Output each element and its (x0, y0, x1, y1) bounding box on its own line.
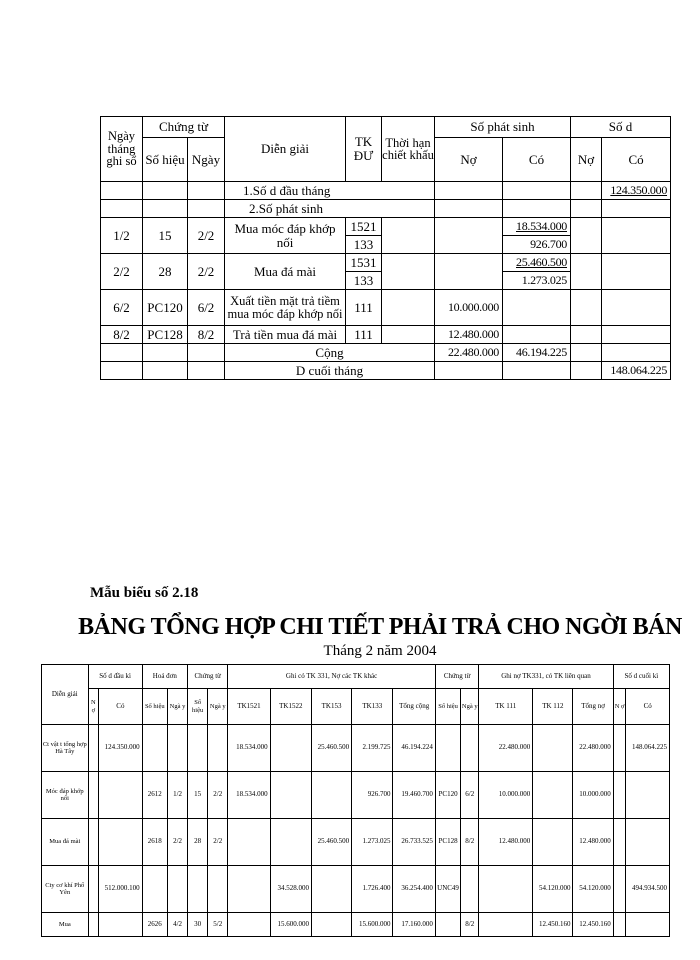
row-close-no (613, 725, 626, 772)
row2-account-2: 133 (346, 272, 382, 290)
row2-credit-1: 25.460.500 (503, 254, 571, 272)
row-v2-date: 8/2 (461, 913, 479, 937)
table-row (42, 866, 670, 913)
table-row (42, 913, 670, 937)
sum-header-co2: Có (626, 689, 670, 725)
total-label: Cộng (225, 344, 435, 362)
row-v-no: 30 (188, 913, 208, 937)
sum-header-desc: Diễn giải (42, 665, 89, 725)
row-total-credit: 46.194.224 (393, 725, 435, 772)
summary-body (42, 725, 670, 937)
row-inv-no: 2626 (142, 913, 167, 937)
page-subtitle: Tháng 2 năm 2004 (323, 643, 437, 659)
row-tk112 (533, 772, 573, 819)
row-open-co (99, 772, 142, 819)
row4-account: 111 (346, 326, 382, 344)
row-tk112: 12.450.160 (533, 913, 573, 937)
header-balance: Số d (571, 117, 671, 138)
row-total-credit: 26.733.525 (393, 819, 435, 866)
row-open-co: 512.000.100 (99, 866, 142, 913)
row-close-no (613, 866, 626, 913)
sum-header-so-hieu: Số hiệu (142, 689, 167, 725)
row-v-date: 5/2 (208, 913, 228, 937)
row-tk1522 (270, 725, 311, 772)
row2-voucher-date: 2/2 (188, 254, 225, 290)
table-row (42, 819, 670, 866)
row3-voucher-no: PC120 (143, 290, 188, 326)
form-label: Mẫu biểu số 2.18 (90, 585, 199, 601)
row-close-co (626, 913, 670, 937)
row-v-date: 2/2 (208, 772, 228, 819)
header-voucher: Chứng từ (143, 117, 225, 138)
header-description: Diễn giải (225, 117, 346, 182)
closing-balance-label: D cuối tháng (225, 362, 435, 380)
row3-date: 6/2 (101, 290, 143, 326)
row4-voucher-date: 8/2 (188, 326, 225, 344)
table-row (42, 772, 670, 819)
row1-voucher-no: 15 (143, 218, 188, 254)
row-total-credit: 36.254.400 (393, 866, 435, 913)
row1-credit-1: 18.534.000 (503, 218, 571, 236)
row-v-no: 15 (188, 772, 208, 819)
row-inv-date: 2/2 (167, 819, 187, 866)
row-close-no (613, 913, 626, 937)
row1-account-1: 1521 (346, 218, 382, 236)
header-voucher-no: Số hiệu (143, 138, 188, 182)
row-tk1522 (270, 772, 311, 819)
row-total-debit: 12.450.160 (573, 913, 613, 937)
sum-header-n2: N ợ (613, 689, 626, 725)
row3-voucher-date: 6/2 (188, 290, 225, 326)
closing-balance-value: 148.064.225 (602, 362, 671, 380)
sum-header-so-hieu2: Số hiệu (435, 689, 460, 725)
row2-account-1: 1531 (346, 254, 382, 272)
table-row (42, 725, 670, 772)
row-desc: Ct vật t tổng hợp Hà Tây (42, 725, 89, 772)
row-tk112 (533, 725, 573, 772)
row-tk111: 10.000.000 (479, 772, 533, 819)
row-close-co (626, 819, 670, 866)
row3-description: Xuất tiền mặt trả tiềm mua móc đáp khớp nối (225, 290, 346, 326)
sum-header-tk1521: TK1521 (228, 689, 270, 725)
header-debit: Nợ (435, 138, 503, 182)
row-tk112 (533, 819, 573, 866)
row-v2-no: PC120 (435, 772, 460, 819)
row-inv-date (167, 866, 187, 913)
sum-header-so-hieu-v: Số hiệu (188, 689, 208, 725)
header-arising: Số phát sinh (435, 117, 571, 138)
sum-header-tk111: TK 111 (479, 689, 533, 725)
sum-header-total-debit: Tổng nợ (573, 689, 613, 725)
row2-date: 2/2 (101, 254, 143, 290)
sum-header-ngay-v: Ngà y (208, 689, 228, 725)
row-open-no (88, 725, 99, 772)
row-v2-date: 8/2 (461, 819, 479, 866)
row-tk153: 25.460.500 (311, 725, 351, 772)
row-total-debit: 10.000.000 (573, 772, 613, 819)
row-v-date (208, 725, 228, 772)
sum-header-opening: Số d đầu kì (88, 665, 142, 689)
row-inv-no (142, 866, 167, 913)
row1-date: 1/2 (101, 218, 143, 254)
row-tk111: 22.480.000 (479, 725, 533, 772)
row-inv-date: 4/2 (167, 913, 187, 937)
sum-header-voucher: Chứng từ (188, 665, 228, 689)
opening-balance-value: 124.350.000 (602, 182, 671, 200)
sum-header-debit-group: Ghi nợ TK331, có TK liên quan (479, 665, 613, 689)
row1-account-2: 133 (346, 236, 382, 254)
header-discount: Thời hạn chiết khấu (382, 117, 435, 182)
header-credit: Có (503, 138, 571, 182)
row-tk111 (479, 866, 533, 913)
row-tk133: 15.600.000 (352, 913, 393, 937)
row2-description: Mua đá mài (225, 254, 346, 290)
row-open-no (88, 866, 99, 913)
row1-credit-2: 926.700 (503, 236, 571, 254)
row-close-co: 494.934.500 (626, 866, 670, 913)
row3-debit: 10.000.000 (435, 290, 503, 326)
row-tk111: 12.480.000 (479, 819, 533, 866)
row-close-no (613, 819, 626, 866)
row-v2-date: 6/2 (461, 772, 479, 819)
row2-credit-2: 1.273.025 (503, 272, 571, 290)
row-v2-no: PC128 (435, 819, 460, 866)
opening-balance-label: 1.Số d đầu tháng (225, 182, 435, 200)
header-balance-debit: Nợ (571, 138, 602, 182)
sum-header-ngay: Ngà y (167, 689, 187, 725)
sum-header-co: Có (99, 689, 142, 725)
row-tk1521 (228, 866, 270, 913)
row-close-no (613, 772, 626, 819)
row-tk153: 25.460.500 (311, 819, 351, 866)
row-open-co (99, 819, 142, 866)
row-close-co: 148.064.225 (626, 725, 670, 772)
row-tk1521: 18.534.000 (228, 725, 270, 772)
row-v2-no (435, 913, 460, 937)
row-open-no (88, 913, 99, 937)
row-inv-no (142, 725, 167, 772)
row-total-debit: 54.120.000 (573, 866, 613, 913)
row-tk133: 2.199.725 (352, 725, 393, 772)
row1-description: Mua móc đáp khớp nối (225, 218, 346, 254)
row-open-no (88, 819, 99, 866)
row-tk153 (311, 866, 351, 913)
row-total-credit: 17.160.000 (393, 913, 435, 937)
supplier-ledger-table (100, 116, 671, 380)
arising-label: 2.Số phát sinh (225, 200, 435, 218)
payables-summary-table (41, 664, 670, 937)
sum-header-closing: Số d cuối kì (613, 665, 669, 689)
row-tk153 (311, 913, 351, 937)
row-desc: Móc đáp khớp nối (42, 772, 89, 819)
header-voucher-date: Ngày (188, 138, 225, 182)
sum-header-credit-group: Ghi có TK 331, Nợ các TK khác (228, 665, 436, 689)
sum-header-total-credit: Tổng cộng (393, 689, 435, 725)
row-tk1521: 18.534.000 (228, 772, 270, 819)
row1-voucher-date: 2/2 (188, 218, 225, 254)
row3-account: 111 (346, 290, 382, 326)
row-tk1521 (228, 913, 270, 937)
row4-description: Trả tiền mua đá mài (225, 326, 346, 344)
row-tk1522: 15.600.000 (270, 913, 311, 937)
row-open-co: 124.350.000 (99, 725, 142, 772)
page-title: BẢNG TỔNG HỢP CHI TIẾT PHẢI TRẢ CHO NGỜI BÁN (78, 614, 682, 640)
row-desc: Cty cơ khí Phổ Yên (42, 866, 89, 913)
row-tk111 (479, 913, 533, 937)
row-inv-date: 1/2 (167, 772, 187, 819)
row-open-no (88, 772, 99, 819)
row-inv-no: 2618 (142, 819, 167, 866)
row-v-no: 28 (188, 819, 208, 866)
row-v-date: 2/2 (208, 819, 228, 866)
row-v2-date (461, 725, 479, 772)
sum-header-voucher2: Chứng từ (435, 665, 478, 689)
row-total-credit: 19.460.700 (393, 772, 435, 819)
row-inv-date (167, 725, 187, 772)
row-total-debit: 12.480.000 (573, 819, 613, 866)
row4-debit: 12.480.000 (435, 326, 503, 344)
row-open-co (99, 913, 142, 937)
row-v2-date (461, 866, 479, 913)
sum-header-tk133: TK133 (352, 689, 393, 725)
header-account: TK ĐƯ (346, 117, 382, 182)
row-total-debit: 22.480.000 (573, 725, 613, 772)
row-tk1522 (270, 819, 311, 866)
row-v-date (208, 866, 228, 913)
row-tk1522: 34.528.000 (270, 866, 311, 913)
row-v-no (188, 866, 208, 913)
row-inv-no: 2612 (142, 772, 167, 819)
total-debit: 22.480.000 (435, 344, 503, 362)
row-tk1521 (228, 819, 270, 866)
row-tk133: 926.700 (352, 772, 393, 819)
row-desc: Mua đá mài (42, 819, 89, 866)
row-desc: Mua (42, 913, 89, 937)
header-date: Ngày tháng ghi sổ (101, 117, 143, 182)
sum-header-tk112: TK 112 (533, 689, 573, 725)
row-v-no (188, 725, 208, 772)
sum-header-invoice: Hoá đơn (142, 665, 188, 689)
sum-header-n: N ợ (88, 689, 99, 725)
row4-voucher-no: PC128 (143, 326, 188, 344)
row2-voucher-no: 28 (143, 254, 188, 290)
header-balance-credit: Có (602, 138, 671, 182)
row-close-co (626, 772, 670, 819)
total-credit: 46.194.225 (503, 344, 571, 362)
sum-header-tk153: TK153 (311, 689, 351, 725)
row-tk133: 1.726.400 (352, 866, 393, 913)
sum-header-tk1522: TK1522 (270, 689, 311, 725)
row-tk153 (311, 772, 351, 819)
row-v2-no: UNC49 (435, 866, 460, 913)
sum-header-ngay2: Ngà y (461, 689, 479, 725)
row-tk112: 54.120.000 (533, 866, 573, 913)
row-v2-no (435, 725, 460, 772)
row4-date: 8/2 (101, 326, 143, 344)
row-tk133: 1.273.025 (352, 819, 393, 866)
